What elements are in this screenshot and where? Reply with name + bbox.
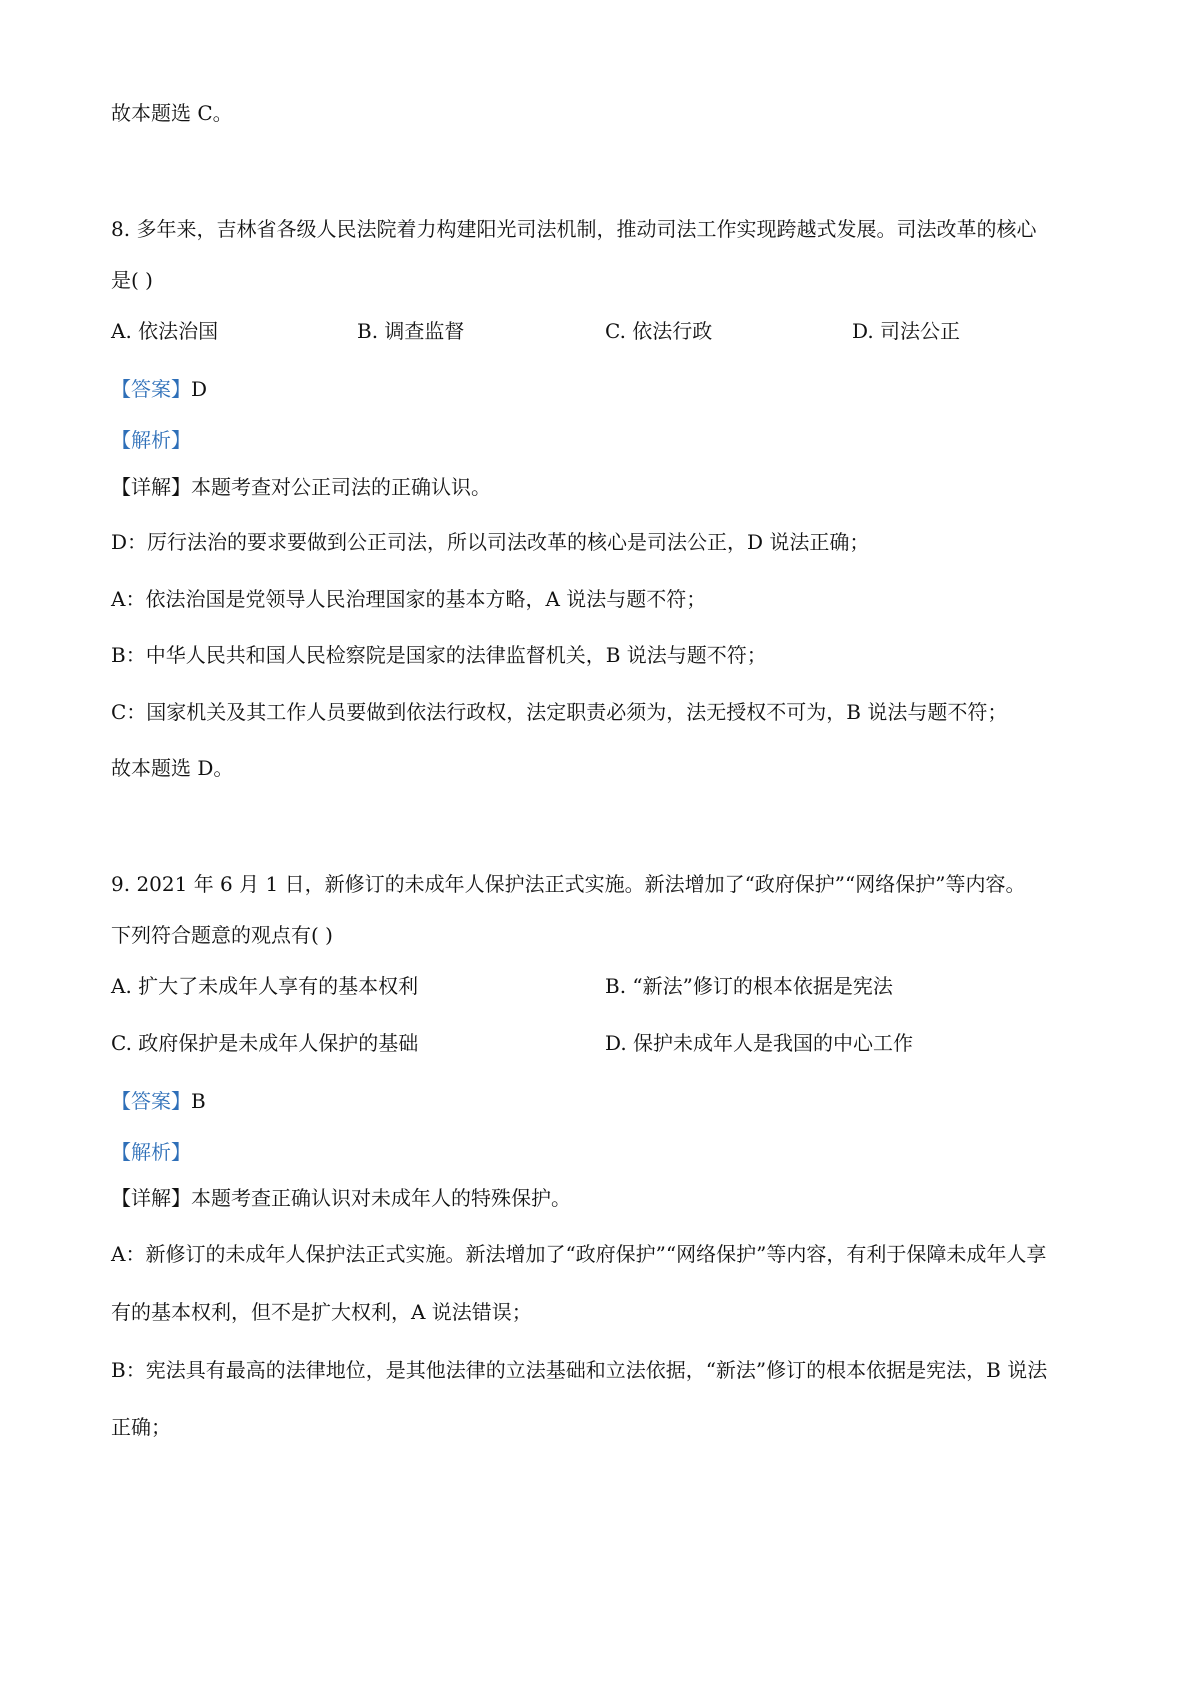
- q8-option-d: D. 司法公正: [852, 319, 961, 343]
- prev-conclusion: 故本题选 C。: [111, 101, 233, 125]
- q9-analysis-tag: 【解析】: [111, 1140, 191, 1164]
- q9-explanation-b-line1: B：宪法具有最高的法律地位，是其他法律的立法基础和立法依据，“新法”修订的根本依据是宪法，B 说法: [111, 1358, 1048, 1382]
- q9-stem-line1: 9. 2021 年 6 月 1 日，新修订的未成年人保护法正式实施。新法增加了“政府保护”“网络保护”等内容。: [111, 872, 1026, 896]
- q9-explanation-a-line2: 有的基本权利，但不是扩大权利，A 说法错误；: [111, 1300, 532, 1324]
- q9-option-c: C. 政府保护是未成年人保护的基础: [111, 1031, 419, 1055]
- q8-option-b: B. 调查监督: [357, 319, 465, 343]
- q9-explanation-b-line2: 正确；: [111, 1415, 171, 1439]
- q8-option-a: A. 依法治国: [111, 319, 219, 343]
- q8-stem-line1: 8. 多年来，吉林省各级人民法院着力构建阳光司法机制，推动司法工作实现跨越式发展。司法改革的核心: [111, 217, 1037, 241]
- q9-answer-line: [111, 1086, 206, 1116]
- q9-stem-line2: 下列符合题意的观点有( ): [111, 923, 333, 947]
- q8-explanation-c: C：国家机关及其工作人员要做到依法行政权，法定职责必须为，法无授权不可为，B 说法与题不符；: [111, 700, 1008, 724]
- q9-explanation-a-line1: A：新修订的未成年人保护法正式实施。新法增加了“政府保护”“网络保护”等内容，有利于保障未成年人享: [111, 1242, 1047, 1266]
- q9-detail: 【详解】本题考查正确认识对未成年人的特殊保护。: [111, 1186, 571, 1210]
- q8-conclusion: 故本题选 D。: [111, 756, 234, 780]
- q8-explanation-b: B：中华人民共和国人民检察院是国家的法律监督机关，B 说法与题不符；: [111, 643, 767, 667]
- q8-explanation-a: A：依法治国是党领导人民治理国家的基本方略，A 说法与题不符；: [111, 587, 707, 611]
- q9-option-b: B. “新法”修订的根本依据是宪法: [605, 974, 893, 998]
- q9-answer: B: [191, 1089, 206, 1113]
- q8-explanation-d: D：厉行法治的要求要做到公正司法，所以司法改革的核心是司法公正，D 说法正确；: [111, 530, 870, 554]
- q8-answer: D: [191, 377, 208, 401]
- q9-answer-tag: 【答案】: [111, 1089, 191, 1113]
- q8-answer-line: [111, 374, 207, 404]
- q8-stem-line2: 是( ): [111, 268, 153, 292]
- q9-option-a: A. 扩大了未成年人享有的基本权利: [111, 974, 419, 998]
- q8-answer-tag: 【答案】: [111, 377, 191, 401]
- q8-option-c: C. 依法行政: [605, 319, 713, 343]
- q9-option-d: D. 保护未成年人是我国的中心工作: [605, 1031, 914, 1055]
- q8-detail: 【详解】本题考查对公正司法的正确认识。: [111, 475, 491, 499]
- q8-analysis-tag: 【解析】: [111, 428, 191, 452]
